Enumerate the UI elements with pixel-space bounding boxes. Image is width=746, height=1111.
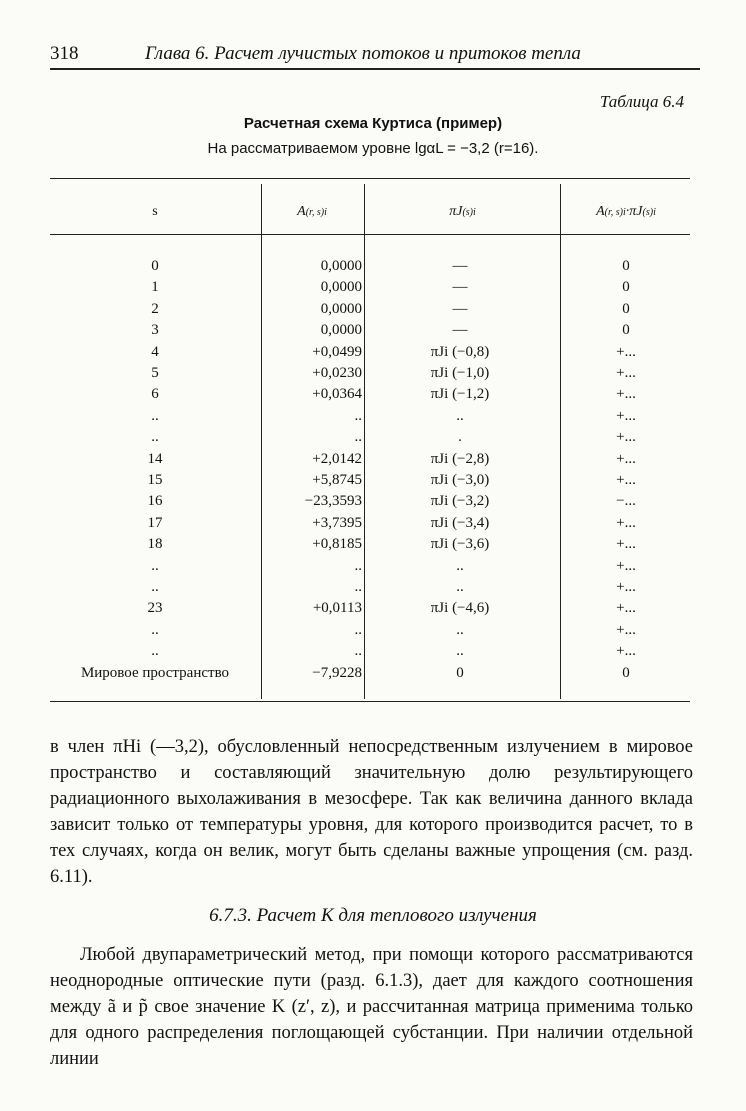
table-row xyxy=(50,600,690,622)
cell-product: +... xyxy=(616,386,636,403)
cell-product: 0 xyxy=(622,322,630,339)
table-row xyxy=(50,322,690,344)
cell-pj: πJi (−2,8) xyxy=(430,450,490,467)
cell-pj: — xyxy=(452,300,468,317)
page-header xyxy=(50,40,700,70)
cell-a: +0,8185 xyxy=(312,536,362,553)
cell-s: .. xyxy=(151,643,159,660)
table-bottom-rule xyxy=(50,701,690,702)
cell-a: .. xyxy=(354,407,362,424)
table-row xyxy=(50,665,690,687)
page-number: 318 xyxy=(50,43,79,64)
table-row xyxy=(50,493,690,515)
cell-pj: πJi (−3,2) xyxy=(430,493,490,510)
cell-product: +... xyxy=(616,536,636,553)
cell-product: +... xyxy=(616,407,636,424)
cell-product: +... xyxy=(616,450,636,467)
table-row xyxy=(50,408,690,430)
table-row xyxy=(50,536,690,558)
cell-s: Мировое пространство xyxy=(80,664,230,681)
table-row xyxy=(50,643,690,665)
table-row xyxy=(50,344,690,366)
table-top-rule xyxy=(50,178,690,179)
cell-s: 15 xyxy=(147,472,163,488)
cell-pj: .. xyxy=(456,621,464,638)
cell-s: 14 xyxy=(147,450,163,467)
paragraph-text: Любой двупараметрический метод, при помощи которого рассматриваются неоднородные оптические пути (разд. 6.1.3), дает для каждого соотношения между ã и p̃ свое значение K (z′, z), и рассчитанная матрица применима только для одного распределения поглощающей субстанции. При наличии отдельной линии xyxy=(50,945,693,1069)
table-row xyxy=(50,429,690,451)
cell-a: .. xyxy=(354,429,362,446)
cell-pj: πJi (−0,8) xyxy=(430,343,490,360)
cell-s: 17 xyxy=(147,514,163,531)
column-header-a: A (r, s) i xyxy=(297,204,327,219)
table-label: Таблица 6.4 xyxy=(599,92,684,111)
cell-pj: πJi (−4,6) xyxy=(430,600,490,617)
cell-a: −23,3593 xyxy=(304,493,362,510)
cell-product: +... xyxy=(616,365,636,381)
cell-a: +5,8745 xyxy=(312,472,362,488)
cell-s: .. xyxy=(151,407,159,424)
table-row xyxy=(50,558,690,580)
cell-pj: .. xyxy=(456,407,464,424)
cell-a: .. xyxy=(354,621,362,638)
cell-a: 0,0000 xyxy=(320,279,362,296)
cell-a: .. xyxy=(354,643,362,660)
cell-a: +0,0499 xyxy=(312,343,362,360)
cell-a: +0,0364 xyxy=(312,386,362,403)
cell-pj: πJi (−1,0) xyxy=(430,365,490,381)
cell-s: 18 xyxy=(147,536,163,553)
cell-s: 4 xyxy=(151,343,159,360)
cell-pj: — xyxy=(452,279,468,296)
paragraph xyxy=(50,942,693,1072)
table-row xyxy=(50,386,690,408)
cell-product: 0 xyxy=(622,258,630,274)
cell-pj: πJi (−3,0) xyxy=(430,472,490,488)
paragraph xyxy=(50,734,693,890)
cell-a: +0,0230 xyxy=(312,365,362,381)
cell-s: .. xyxy=(151,429,159,446)
cell-s: 0 xyxy=(151,258,159,274)
table-row xyxy=(50,301,690,323)
cell-a: 0,0000 xyxy=(320,300,362,317)
cell-pj: .. xyxy=(456,557,464,574)
cell-s: .. xyxy=(151,579,159,595)
cell-s: 1 xyxy=(151,279,159,296)
cell-pj: . xyxy=(458,429,462,446)
table-row xyxy=(50,365,690,387)
cell-product: +... xyxy=(616,621,636,638)
data-table xyxy=(50,178,690,703)
cell-s: .. xyxy=(151,621,159,638)
column-header-product: A (r, s) i ·πJ (s) i xyxy=(596,204,656,219)
paragraph-text: в член πHi (—3,2), обусловленный непосредственным излучением в мировое пространство и составляющий значительную долю результирующего радиационного выхолаживания в мезосфере. Так как величина данного вклада зависит только от температуры уровня, для которого производится расчет, то в тех случаях, когда он велик, могут быть сделаны важные упрощения (см. разд. 6.11). xyxy=(50,737,693,887)
cell-pj: .. xyxy=(456,579,464,595)
table-subtitle: На рассматриваемом уровне lgαL = −3,2 (r=16). xyxy=(207,140,539,157)
cell-s: 2 xyxy=(151,300,159,317)
cell-product: +... xyxy=(616,514,636,531)
cell-a: .. xyxy=(354,579,362,595)
table-row xyxy=(50,579,690,601)
cell-s: 6 xyxy=(151,386,159,403)
cell-pj: 0 xyxy=(456,664,464,681)
cell-product: +... xyxy=(616,472,636,488)
column-header-s: s xyxy=(152,204,158,219)
cell-s: 16 xyxy=(147,493,163,510)
cell-product: −... xyxy=(616,493,636,510)
cell-s: .. xyxy=(151,557,159,574)
cell-product: +... xyxy=(616,429,636,446)
cell-pj: πJi (−3,6) xyxy=(430,536,490,553)
table-row xyxy=(50,622,690,644)
table-title: Расчетная схема Куртиса (пример) xyxy=(243,115,503,132)
cell-product: 0 xyxy=(622,664,630,681)
cell-a: 0,0000 xyxy=(320,322,362,339)
cell-product: +... xyxy=(616,557,636,574)
table-row xyxy=(50,258,690,280)
column-header-pj: πJ (s) i xyxy=(449,204,476,219)
cell-product: +... xyxy=(616,600,636,617)
cell-a: .. xyxy=(354,557,362,574)
cell-a: +3,7395 xyxy=(312,514,362,531)
cell-s: 3 xyxy=(151,322,159,339)
cell-a: +0,0113 xyxy=(312,600,362,617)
cell-product: 0 xyxy=(622,279,630,296)
cell-pj: πJi (−1,2) xyxy=(430,386,490,403)
cell-s: 5 xyxy=(151,365,159,381)
cell-pj: — xyxy=(452,258,468,274)
section-title: 6.7.3. Расчет K для теплового излучения xyxy=(209,905,537,926)
cell-product: 0 xyxy=(622,300,630,317)
cell-a: −7,9228 xyxy=(312,664,362,681)
table-row xyxy=(50,451,690,473)
running-title: Глава 6. Расчет лучистых потоков и притоков тепла xyxy=(145,43,581,64)
header-rule xyxy=(50,68,700,70)
cell-pj: πJi (−3,4) xyxy=(430,514,490,531)
cell-product: +... xyxy=(616,343,636,360)
table-row xyxy=(50,472,690,494)
cell-pj: .. xyxy=(456,643,464,660)
cell-pj: — xyxy=(452,322,468,339)
table-row xyxy=(50,279,690,301)
cell-product: +... xyxy=(616,579,636,595)
table-header-rule xyxy=(50,234,690,235)
cell-a: +2,0142 xyxy=(312,450,362,467)
table-row xyxy=(50,515,690,537)
cell-s: 23 xyxy=(147,600,163,617)
cell-a: 0,0000 xyxy=(320,258,362,274)
cell-product: +... xyxy=(616,643,636,660)
